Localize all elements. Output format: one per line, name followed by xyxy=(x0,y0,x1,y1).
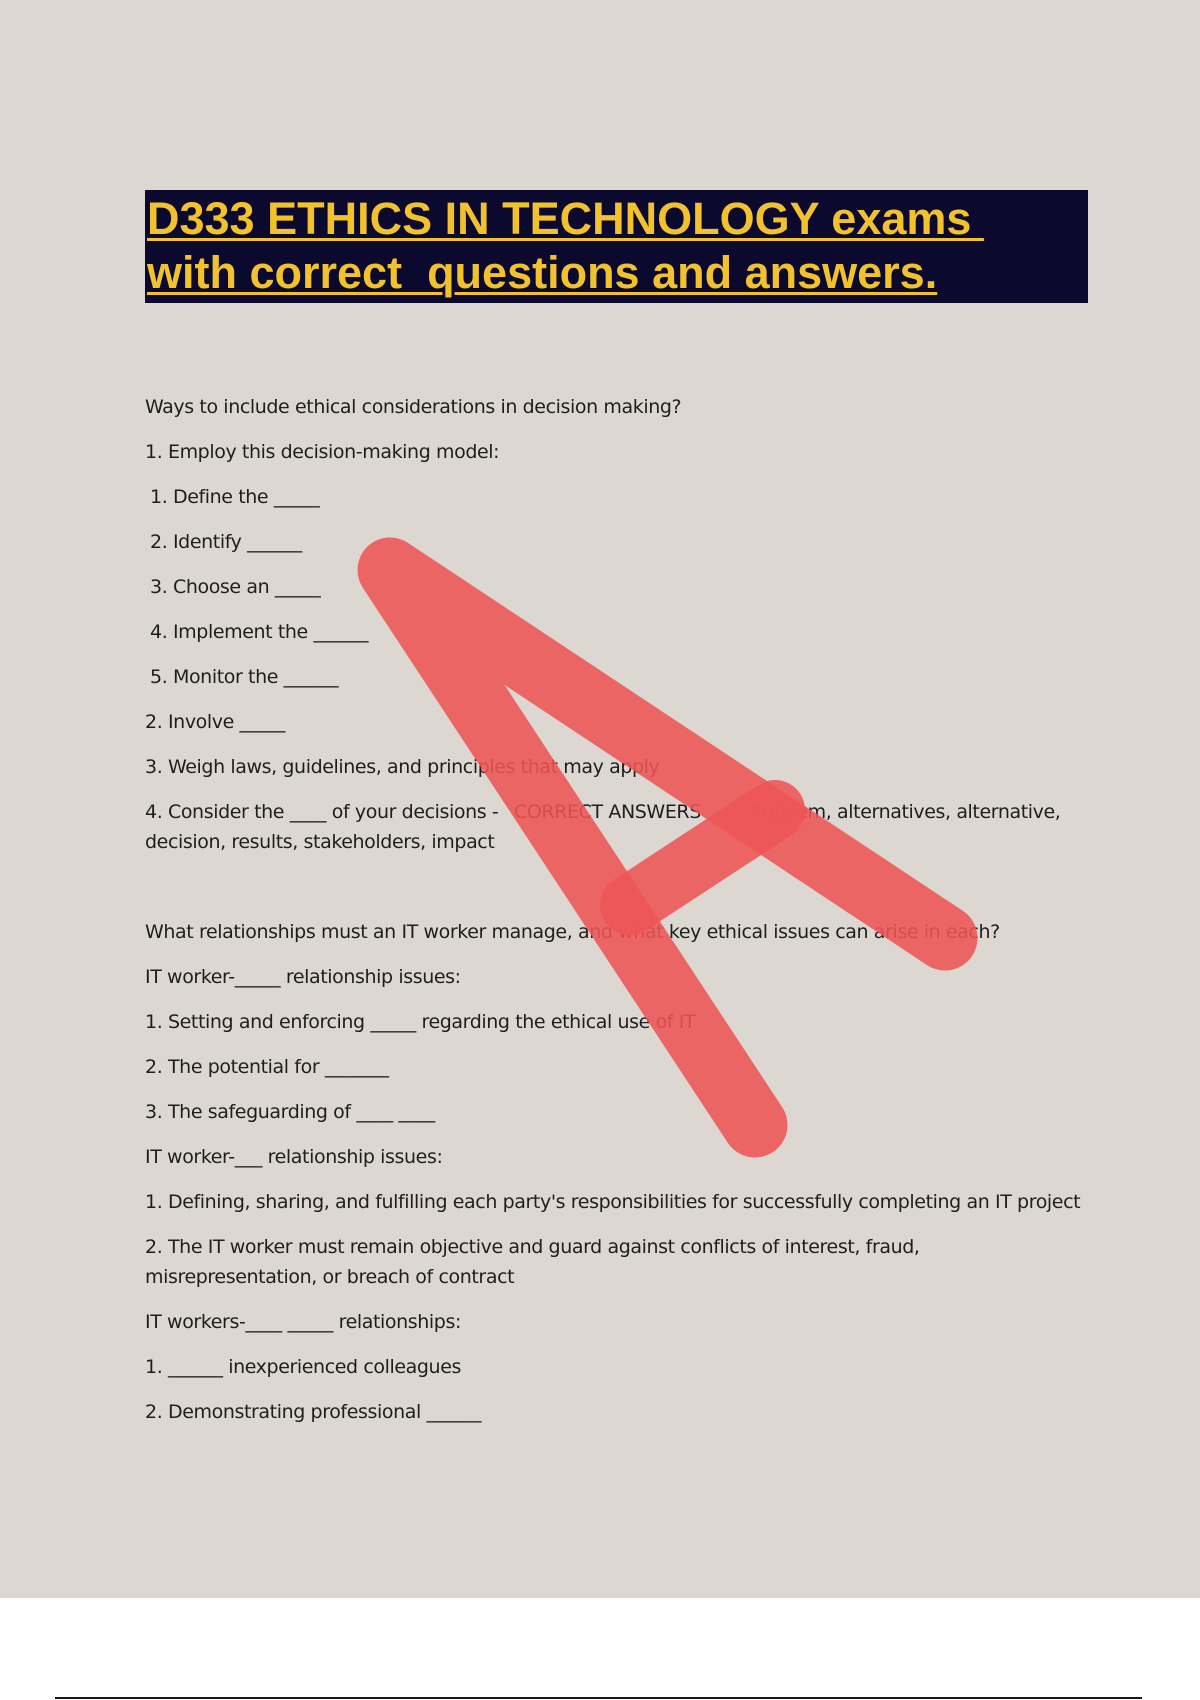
list-item: 1. ______ inexperienced colleagues xyxy=(145,1356,461,1378)
answer-block xyxy=(145,797,1090,857)
list-item: 1. Setting and enforcing _____ regarding the ethical use of IT xyxy=(145,1011,696,1033)
list-item: IT workers-____ _____ relationships: xyxy=(145,1311,461,1333)
list-item: 3. Weigh laws, guidelines, and principles that may apply xyxy=(145,756,660,778)
title-line-2: with correct questions and answers. xyxy=(147,247,938,298)
list-item: 3. Choose an _____ xyxy=(150,576,321,598)
title-line-1: D333 ETHICS IN TECHNOLOGY exams xyxy=(147,193,984,244)
list-item: 2. Involve _____ xyxy=(145,711,286,733)
answer-part-1: Problem, alternatives, alternative, xyxy=(750,801,1061,823)
list-item: 5. Monitor the ______ xyxy=(150,666,339,688)
list-item: 2. Identify ______ xyxy=(150,531,302,553)
list-item: 1. Defining, sharing, and fulfilling each party's responsibilities for successfully completing an IT project xyxy=(145,1191,1081,1213)
list-item: 2. Demonstrating professional ______ xyxy=(145,1401,482,1423)
list-item: IT worker-_____ relationship issues: xyxy=(145,966,461,988)
list-item: IT worker-___ relationship issues: xyxy=(145,1146,443,1168)
title-banner xyxy=(145,190,1088,303)
section-gap xyxy=(145,872,1090,917)
document-body xyxy=(145,392,1090,1442)
list-item: 1. Employ this decision-making model: xyxy=(145,441,500,463)
list-item: 3. The safeguarding of ____ ____ xyxy=(145,1101,435,1123)
answer-part-2: decision, results, stakeholders, impact xyxy=(145,831,495,853)
footer-divider xyxy=(55,1697,1142,1699)
list-item: 1. Define the _____ xyxy=(150,486,320,508)
list-item: 4. Implement the ______ xyxy=(150,621,369,643)
list-item: 2. The IT worker must remain objective and guard against conflicts of interest, fraud, misrepresentation, or breach of contract xyxy=(145,1236,920,1288)
answer-label: CORRECT ANSWERS xyxy=(514,801,701,823)
last-item-prefix: 4. Consider the ____ of your decisions - xyxy=(145,801,505,823)
list-item: 2. The potential for _______ xyxy=(145,1056,389,1078)
question-1: Ways to include ethical considerations in decision making? xyxy=(145,396,682,418)
question-2: What relationships must an IT worker manage, and what key ethical issues can arise in each? xyxy=(145,921,1000,943)
